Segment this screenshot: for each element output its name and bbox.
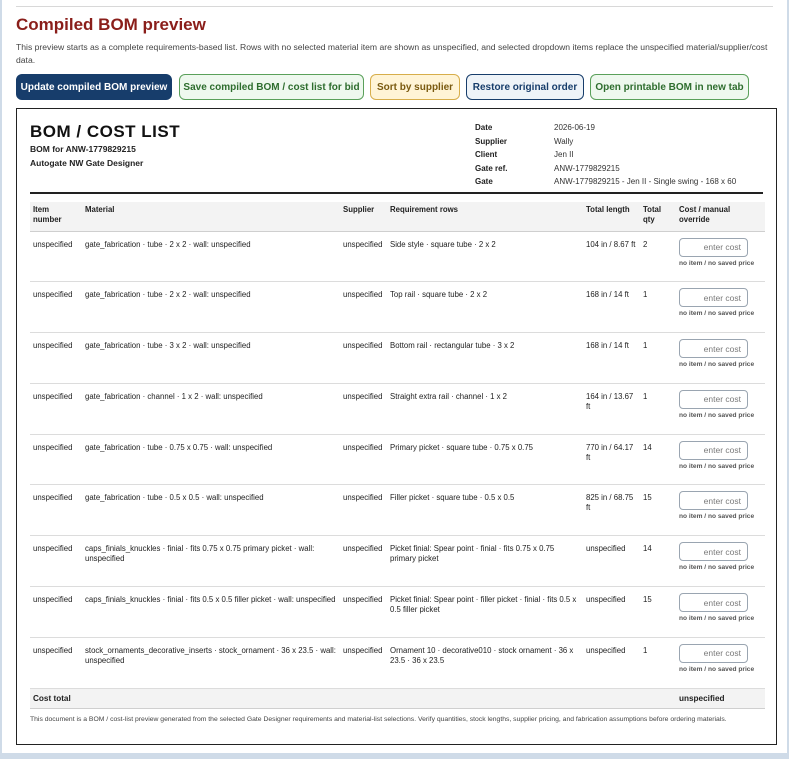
qty-cell: 15 xyxy=(640,587,676,638)
qty-cell: 1 xyxy=(640,282,676,333)
cost-cell xyxy=(676,231,765,282)
column-header: Requirement rows xyxy=(387,202,583,231)
cost-note: no item / no saved price xyxy=(679,615,755,623)
material-cell: gate_fabrication · tube · 2 x 2 · wall: unspecified xyxy=(82,282,340,333)
cost-note: no item / no saved price xyxy=(679,361,755,369)
cost-note: no item / no saved price xyxy=(679,513,755,521)
material-cell: gate_fabrication · tube · 3 x 2 · wall: unspecified xyxy=(82,333,340,384)
table-header-row xyxy=(30,202,765,231)
table-row xyxy=(30,434,765,485)
cost-cell xyxy=(676,434,765,485)
material-cell: stock_ornaments_decorative_inserts · stock_ornament · 36 x 23.5 · wall: unspecified xyxy=(82,637,340,688)
length-cell: unspecified xyxy=(583,536,640,587)
table-row xyxy=(30,383,765,434)
table-row xyxy=(30,536,765,587)
length-cell: 164 in / 13.67 ft xyxy=(583,383,640,434)
cost-cell xyxy=(676,536,765,587)
meta-key: Supplier xyxy=(475,136,508,146)
material-cell: gate_fabrication · tube · 0.5 x 0.5 · wall: unspecified xyxy=(82,485,340,536)
requirement-cell: Straight extra rail · channel · 1 x 2 xyxy=(387,383,583,434)
item-number: unspecified xyxy=(30,434,82,485)
item-number: unspecified xyxy=(30,333,82,384)
material-cell: gate_fabrication · tube · 2 x 2 · wall: unspecified xyxy=(82,231,340,282)
item-number: unspecified xyxy=(30,536,82,587)
supplier-cell: unspecified xyxy=(340,231,387,282)
cost-input[interactable] xyxy=(679,441,748,460)
table-row xyxy=(30,485,765,536)
qty-cell: 1 xyxy=(640,383,676,434)
meta-row-gate xyxy=(475,175,736,189)
meta-row-client xyxy=(475,148,736,162)
qty-cell: 1 xyxy=(640,333,676,384)
requirement-cell: Side style · square tube · 2 x 2 xyxy=(387,231,583,282)
open-printable-button[interactable]: Open printable BOM in new tab xyxy=(590,74,749,100)
cost-cell xyxy=(676,485,765,536)
material-cell: caps_finials_knuckles · finial · fits 0.75 x 0.75 primary picket · wall: unspecified xyxy=(82,536,340,587)
document-footnote: This document is a BOM / cost-list preview generated from the selected Gate Designer requirements and material-list selections. Verify quantities, stock lengths, supplier pricing, and fabrication assumptions before ordering materials. xyxy=(30,716,727,723)
qty-cell: 1 xyxy=(640,637,676,688)
meta-key: Client xyxy=(475,150,498,160)
meta-key: Date xyxy=(475,123,493,133)
column-header: Cost / manual override xyxy=(676,202,765,231)
meta-row-date xyxy=(475,121,736,135)
qty-cell: 14 xyxy=(640,434,676,485)
save-bom-button[interactable]: Save compiled BOM / cost list for bid xyxy=(179,74,364,100)
column-header: Item number xyxy=(30,202,82,231)
cost-total-value: unspecified xyxy=(676,688,765,708)
sort-by-supplier-button[interactable]: Sort by supplier xyxy=(370,74,460,100)
cost-input[interactable] xyxy=(679,644,748,663)
cost-cell xyxy=(676,383,765,434)
column-header: Material xyxy=(82,202,340,231)
cost-note: no item / no saved price xyxy=(679,310,755,318)
column-header: Total qty xyxy=(640,202,676,231)
table-row xyxy=(30,333,765,384)
cost-note: no item / no saved price xyxy=(679,259,755,267)
update-preview-button[interactable]: Update compiled BOM preview xyxy=(16,74,172,100)
supplier-cell: unspecified xyxy=(340,383,387,434)
document-meta xyxy=(475,121,736,189)
material-cell: gate_fabrication · channel · 1 x 2 · wall: unspecified xyxy=(82,383,340,434)
length-cell: 168 in / 14 ft xyxy=(583,333,640,384)
qty-cell: 15 xyxy=(640,485,676,536)
meta-value: ANW-1779829215 xyxy=(554,163,620,173)
meta-value: Jen II xyxy=(554,150,574,160)
cost-cell xyxy=(676,282,765,333)
cost-input[interactable] xyxy=(679,542,748,561)
page-title: Compiled BOM preview xyxy=(16,15,206,34)
meta-value: Wally xyxy=(554,136,574,146)
document-subtitle: BOM for ANW-1779829215 xyxy=(30,144,136,154)
requirement-cell: Primary picket · square tube · 0.75 x 0.75 xyxy=(387,434,583,485)
cost-total-label: Cost total xyxy=(30,688,676,708)
bom-document xyxy=(16,108,777,745)
table-row xyxy=(30,637,765,688)
cost-cell xyxy=(676,637,765,688)
cost-input[interactable] xyxy=(679,491,748,510)
supplier-cell: unspecified xyxy=(340,485,387,536)
cost-total-row xyxy=(30,688,765,708)
supplier-cell: unspecified xyxy=(340,587,387,638)
column-header: Total length xyxy=(583,202,640,231)
meta-value: 2026-06-19 xyxy=(554,123,595,133)
cost-input[interactable] xyxy=(679,390,748,409)
requirement-cell: Bottom rail · rectangular tube · 3 x 2 xyxy=(387,333,583,384)
item-number: unspecified xyxy=(30,231,82,282)
cost-input[interactable] xyxy=(679,238,748,257)
requirement-cell: Ornament 10 · decorative010 · stock ornament · 36 x 23.5 · 36 x 23.5 xyxy=(387,637,583,688)
cost-input[interactable] xyxy=(679,339,748,358)
meta-row-gate-ref xyxy=(475,162,736,176)
cost-cell xyxy=(676,587,765,638)
cost-note: no item / no saved price xyxy=(679,564,755,572)
table-row xyxy=(30,587,765,638)
requirement-cell: Picket finial: Spear point · finial · fits 0.75 x 0.75 primary picket xyxy=(387,536,583,587)
item-number: unspecified xyxy=(30,485,82,536)
supplier-cell: unspecified xyxy=(340,637,387,688)
meta-key: Gate ref. xyxy=(475,163,508,173)
column-header: Supplier xyxy=(340,202,387,231)
supplier-cell: unspecified xyxy=(340,434,387,485)
restore-order-button[interactable]: Restore original order xyxy=(466,74,584,100)
meta-key: Gate xyxy=(475,177,493,187)
length-cell: 825 in / 68.75 ft xyxy=(583,485,640,536)
meta-value: ANW-1779829215 - Jen II - Single swing - 168 x 60 xyxy=(554,177,737,187)
cost-note: no item / no saved price xyxy=(679,411,755,419)
cost-note: no item / no saved price xyxy=(679,462,755,470)
cost-input[interactable] xyxy=(679,593,748,612)
material-cell: caps_finials_knuckles · finial · fits 0.5 x 0.5 filler picket · wall: unspecified xyxy=(82,587,340,638)
top-divider xyxy=(16,6,773,7)
header-divider xyxy=(30,192,763,194)
cost-input[interactable] xyxy=(679,288,748,307)
supplier-cell: unspecified xyxy=(340,282,387,333)
length-cell: 770 in / 64.17 ft xyxy=(583,434,640,485)
material-cell: gate_fabrication · tube · 0.75 x 0.75 · wall: unspecified xyxy=(82,434,340,485)
length-cell: 168 in / 14 ft xyxy=(583,282,640,333)
item-number: unspecified xyxy=(30,282,82,333)
meta-row-supplier xyxy=(475,135,736,149)
qty-cell: 14 xyxy=(640,536,676,587)
supplier-cell: unspecified xyxy=(340,333,387,384)
requirement-cell: Picket finial: Spear point · filler picket · finial · fits 0.5 x 0.5 filler picket xyxy=(387,587,583,638)
length-cell: 104 in / 8.67 ft xyxy=(583,231,640,282)
bom-table xyxy=(30,202,765,709)
app-name: Autogate NW Gate Designer xyxy=(30,158,144,168)
supplier-cell: unspecified xyxy=(340,536,387,587)
table-row xyxy=(30,282,765,333)
intro-text: This preview starts as a complete requirements-based list. Rows with no selected material item are shown as unspecified, and selected dropdown items replace the unspecified material/supplier/cost data. xyxy=(16,42,768,65)
item-number: unspecified xyxy=(30,637,82,688)
item-number: unspecified xyxy=(30,587,82,638)
length-cell: unspecified xyxy=(583,587,640,638)
cost-cell xyxy=(676,333,765,384)
document-title: BOM / COST LIST xyxy=(30,122,181,141)
requirement-cell: Filler picket · square tube · 0.5 x 0.5 xyxy=(387,485,583,536)
cost-note: no item / no saved price xyxy=(679,665,755,673)
requirement-cell: Top rail · square tube · 2 x 2 xyxy=(387,282,583,333)
length-cell: unspecified xyxy=(583,637,640,688)
item-number: unspecified xyxy=(30,383,82,434)
qty-cell: 2 xyxy=(640,231,676,282)
table-row xyxy=(30,231,765,282)
